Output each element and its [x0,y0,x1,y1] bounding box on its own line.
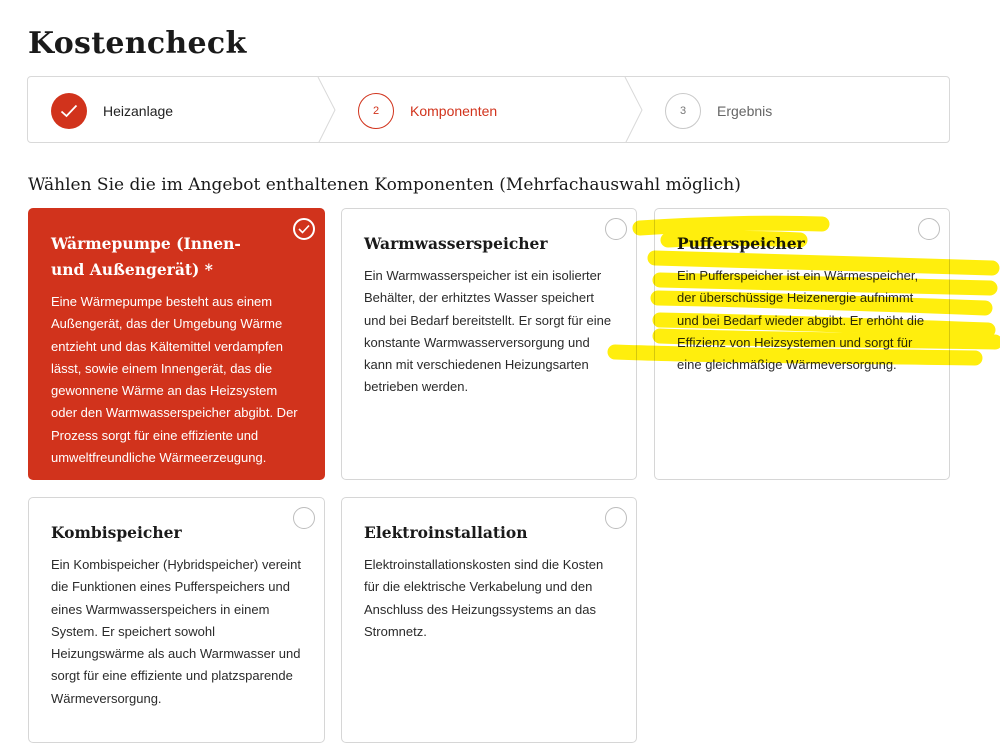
selection-checkbox[interactable] [293,507,315,529]
card-description: Ein Kombispeicher (Hybridspeicher) vereint die Funktionen eines Pufferspeichers und eines Warmwasserspeichers in einem System. Er speichert sowohl Heizungswärme als auch Warmwasser und sorgt für eine effiziente und platzsparende Wärmeversorgung. [51,557,301,706]
selection-checkbox[interactable] [605,218,627,240]
card-title: Pufferspeicher [677,234,805,253]
step-label: Komponenten [410,102,498,119]
progress-stepper [27,76,950,143]
component-card-warmwasserspeicher[interactable] [341,208,637,480]
component-card-pufferspeicher[interactable] [654,208,950,480]
card-description: Eine Wärmepumpe besteht aus einem Außengerät, das der Umgebung Wärme entzieht und das Kältemittel verdampfen lässt, sowie einem Innengerät, das die gewonnene Wärme an das Heizsystem oder den Warmwasserspeicher abgibt. Der Prozess sorgt für eine effiziente und umweltfreundliche Wärmeerzeugung. [51,294,298,466]
page-title: Kostencheck [28,26,247,61]
component-card-elektroinstallation[interactable] [341,497,637,743]
card-description: Elektroinstallationskosten sind die Kosten für die elektrische Verkabelung und den Anschluss des Heizungssystems an das Stromnetz. [364,557,604,639]
step-number: 3 [665,93,701,129]
component-card-kombispeicher[interactable] [28,497,325,743]
card-description: Ein Pufferspeicher ist ein Wärmespeicher, der überschüssige Heizenergie aufnimmt und bei Bedarf wieder abgibt. Er erhöht die Effizienz von Heizsystemen und sorgt für eine gleichmäßige Wärmeversorgung. [677,268,925,373]
step-ergebnis[interactable] [665,77,772,143]
checkmark-icon [298,224,310,234]
step-komponenten[interactable] [358,77,497,143]
card-description: Ein Warmwasserspeicher ist ein isolierter Behälter, der erhitztes Wasser speichert und bei Bedarf bereitstellt. Er sorgt für eine konstante Warmwasserversorgung und kann mit verschiedenen Heizungsarten betrieben werden. [364,268,612,395]
step-complete-check [51,93,87,129]
component-card-waermepumpe[interactable] [28,208,325,480]
card-title: Kombispeicher [51,523,182,542]
step-label: Heizanlage [103,102,174,119]
card-title: Elektroinstallation [364,523,528,542]
selection-checkbox[interactable] [293,218,315,240]
step-number: 2 [358,93,394,129]
selection-checkbox[interactable] [918,218,940,240]
step-label: Ergebnis [717,102,773,119]
checkmark-icon [60,104,78,118]
card-title: Wärmepumpe (Innen- und Außengerät) * [51,234,241,279]
card-title: Warmwasserspeicher [364,234,548,253]
section-heading: Wählen Sie die im Angebot enthaltenen Komponenten (Mehrfachauswahl möglich) [28,175,741,195]
selection-checkbox[interactable] [605,507,627,529]
step-heizanlage[interactable] [51,77,173,143]
